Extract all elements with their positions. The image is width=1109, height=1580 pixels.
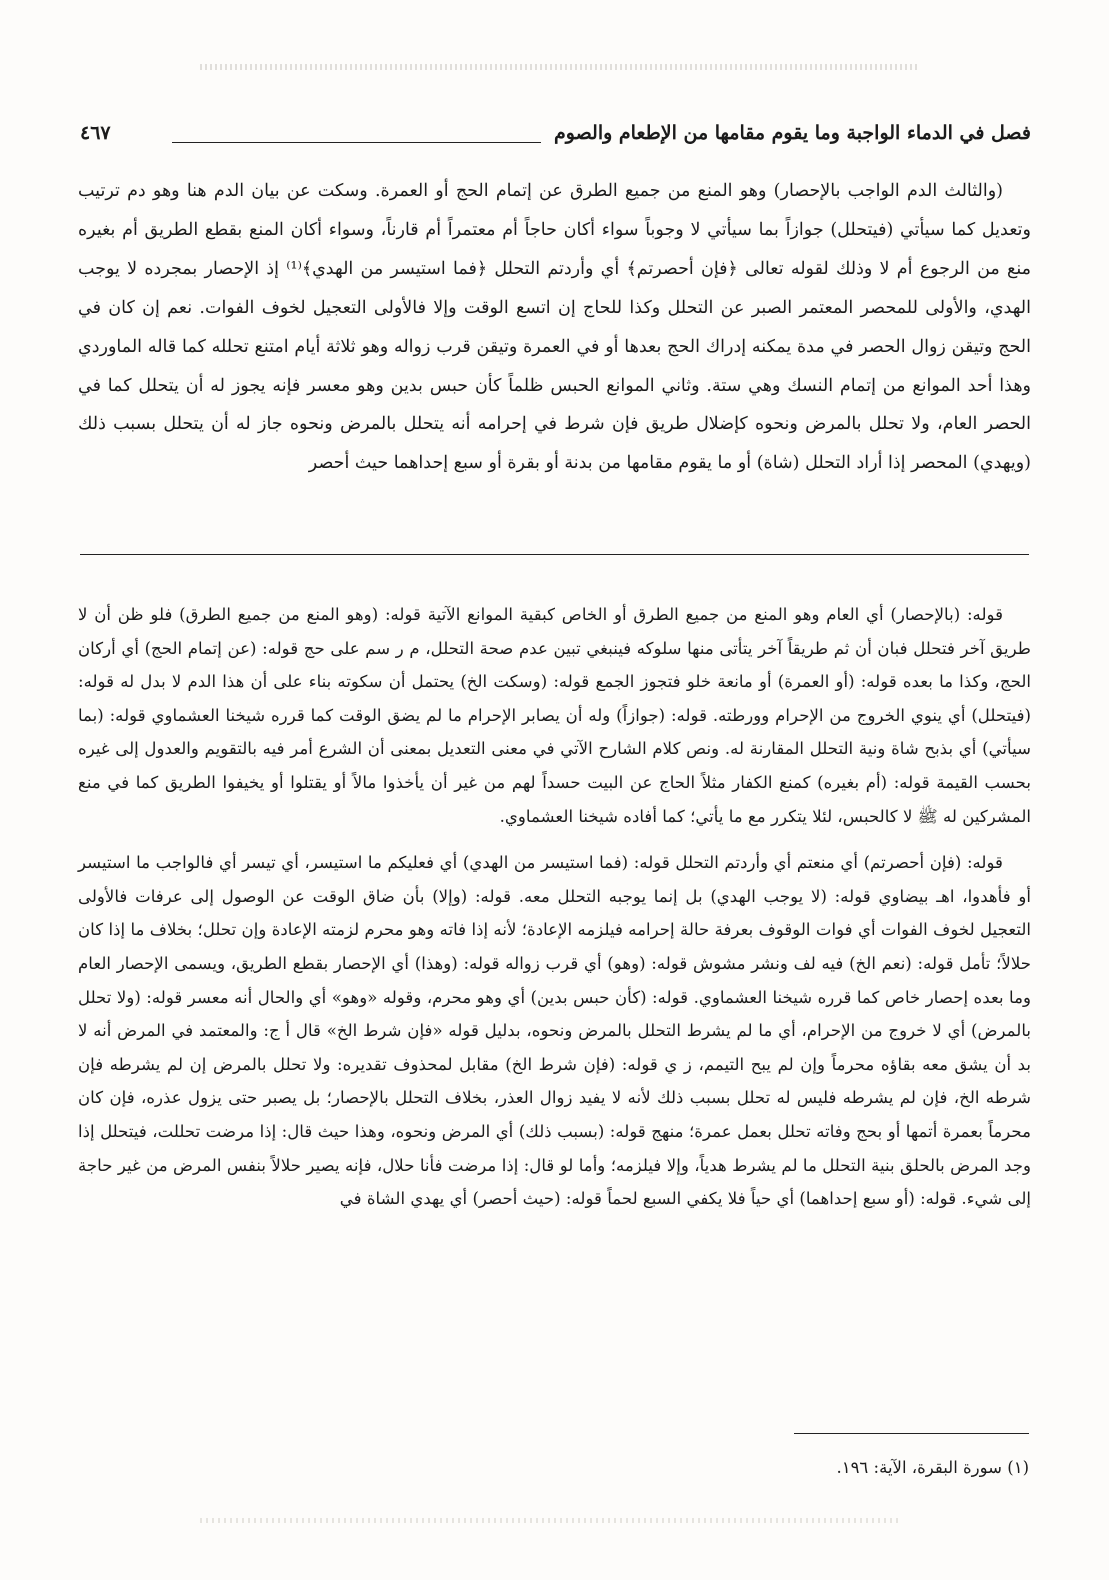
text-commentary-separator: [80, 554, 1029, 555]
commentary-text: [78, 598, 1031, 1229]
footnote: (١) سورة البقرة، الآية: ١٩٦.: [836, 1458, 1029, 1477]
commentary-paragraph: قوله: (بالإحصار) أي العام وهو المنع من جميع الطرق أو الخاص كبقية الموانع الآتية قوله: (وهو المنع من جميع الطرق) فلو ظن أن لا طريق آخر فتحلل فبان أن ثم طريقاً آخر يتأتى منها سلوكه فينبغي تبين عدم صحة التحلل، م ر سم على حج قوله: (عن إتمام الحج) أي أركان الحج، وكذا ما بعده قوله: (أو العمرة) أو مانعة خلو فتجوز الجمع قوله: (وسكت الخ) يحتمل أن سكوته بناء على أن هذا الدم لا بدل له قوله: (فيتحلل) أي ينوي الخروج من الإحرام وورطته. قوله: (جوازاً) وله أن يصابر الإحرام ما لم يضق الوقت كما قرره شيخنا العشماوي قوله: (بما سيأتي) أي بذبح شاة ونية التحلل المقارنة له. ونص كلام الشارح الآتي في معنى التعديل بمعنى أن الشرع أمر فيه بالتقويم والعدول إلى غيره بحسب القيمة قوله: (أم بغيره) كمنع الكفار مثلاً الحاج عن البيت حسداً لهم من غير أن يأخذوا مالاً أو يقتلوا أو يخيفوا الطريق كما في منع المشركين له ﷺ لا كالحبس، لئلا يتكرر مع ما يأتي؛ كما أفاده شيخنا العشماوي.: [78, 605, 1031, 826]
main-text: [78, 172, 1031, 483]
scan-artifact-top: [200, 64, 920, 70]
page-header: [80, 122, 1031, 162]
main-paragraph: (والثالث الدم الواجب بالإحصار) وهو المنع من جميع الطرق عن إتمام الحج أو العمرة. وسكت عن بيان الدم هنا وهو دم ترتيب وتعديل كما سيأتي (فيتحلل) جوازاً بما سيأتي لا وجوباً سواء أكان حاجاً أم معتمراً أم قارناً، وسواء أكان المنع بقطع الطريق أم بغيره منع من الرجوع أم لا وذلك لقوله تعالى ﴿فإن أحصرتم﴾ أي وأردتم التحلل ﴿فما استيسر من الهدي﴾⁽¹⁾ إذ الإحصار بمجرده لا يوجب الهدي، والأولى للمحصر المعتمر الصبر عن التحلل وكذا للحاج إن اتسع الوقت وإلا فالأولى التعجيل لخوف الفوات. نعم إن كان في الحج وتيقن زوال الحصر في مدة يمكنه إدراك الحج بعدها أو في العمرة وتيقن قرب زواله وهو ثلاثة أيام امتنع تحلله كما قاله الماوردي وهذا أحد الموانع من إتمام النسك وهي ستة. وثاني الموانع الحبس ظلماً كأن حبس بدين وهو معسر فإنه يجوز له أن يتحلل كما في الحصر العام، ولا تحلل بالمرض ونحوه كإضلال طريق فإن شرط في إحرامه أنه يتحلل بالمرض ونحوه جاز له أن يتحلل بسبب ذلك (ويهدي) المحصر إذا أراد التحلل (شاة) أو ما يقوم مقامها من بدنة أو بقرة أو سبع إحداهما حيث أحصر: [78, 181, 1031, 474]
running-title: فصل في الدماء الواجبة وما يقوم مقامها من الإطعام والصوم: [554, 122, 1031, 144]
scan-artifact-bottom: [200, 1518, 900, 1523]
header-rule: [172, 142, 541, 143]
commentary-paragraph: قوله: (فإن أحصرتم) أي منعتم أي وأردتم التحلل قوله: (فما استيسر من الهدي) أي فعليكم ما استيسر، أي تيسر أي فالواجب ما استيسر أو فأهدوا، اهـ بيضاوي قوله: (لا يوجب الهدي) بل إنما يوجبه التحلل معه. قوله: (وإلا) بأن ضاق الوقت عن الوصول إلى عرفات فالأولى التعجيل لخوف الفوات أي فوات الوقوف بعرفة حالة إحرامه فيلزمه الإعادة؛ لأنه إذا فاته وهو محرم لزمته الإعادة وإن تحلل؛ بخلاف ما إذا كان حلالاً؛ تأمل قوله: (نعم الخ) فيه لف ونشر مشوش قوله: (وهو) أي قرب زواله قوله: (وهذا) أي الإحصار بقطع الطريق، ويسمى الإحصار العام وما بعده إحصار خاص كما قرره شيخنا العشماوي. قوله: (كأن حبس بدين) أي وهو محرم، وقوله «وهو» أي والحال أنه معسر قوله: (ولا تحلل بالمرض) أي لا خروج من الإحرام، أي ما لم يشرط التحلل بالمرض ونحوه، بدليل قوله «فإن شرط الخ» قال أ ج: والمعتمد في المرض أنه لا بد أن يشق معه بقاؤه محرماً وإن لم يبح التيمم، ز ي قوله: (فإن شرط الخ) مقابل لمحذوف تقديره: ولا تحلل بالمرض إن لم يشرطه فإن شرطه الخ، فإن لم يشرطه فليس له تحلل بسبب ذلك لأنه لا يفيد زوال العذر، بخلاف التحلل بالإحصار؛ بل يصبر حتى يزول عذره، فإن كان محرماً بعمرة أتمها أو بحج وفاته تحلل بعمل عمرة؛ منهج قوله: (بسبب ذلك) أي المرض ونحوه، وهذا حيث قال: إذا مرضت تحللت، فيتحلل إذا وجد المرض بالحلق بنية التحلل ما لم يشرط هدياً، وإلا فيلزمه؛ وأما لو قال: إذا مرضت فأنا حلال، فإنه يصير حلالاً بنفس المرض من غير حاجة إلى شيء. قوله: (أو سبع إحداهما) أي حياً فلا يكفي السبع لحماً قوله: (حيث أحصر) أي يهدي الشاة في: [78, 853, 1032, 1209]
page-number: ٤٦٧: [80, 122, 111, 144]
footnote-rule: [794, 1433, 1029, 1434]
